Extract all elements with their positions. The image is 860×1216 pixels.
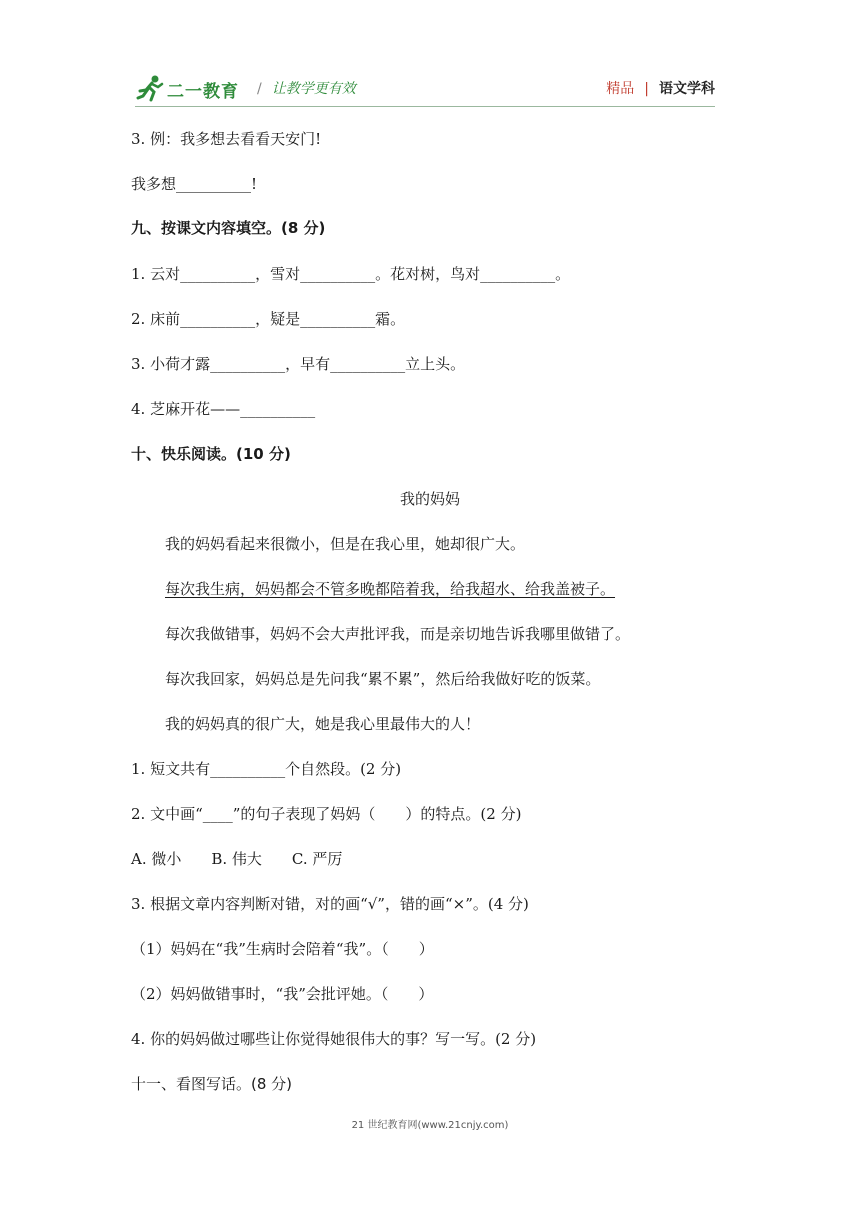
passage-paragraph-1: 我的妈妈看起来很微小，但是在我心里，她却很广大。	[165, 535, 526, 553]
reading-question-2: 2. 文中画“____”的句子表现了妈妈（ ）的特点。(2 分)	[131, 805, 522, 823]
reading-question-3-item-2: （2）妈妈做错事时，“我”会批评她。（ ）	[131, 985, 434, 1003]
reading-question-1: 1. 短文共有__________个自然段。(2 分)	[131, 760, 402, 778]
reading-question-4: 4. 你的妈妈做过哪些让你觉得她很伟大的事？写一写。(2 分)	[131, 1030, 537, 1048]
section-9-question-4: 4. 芝麻开花——__________	[131, 400, 316, 418]
header-slogan	[257, 78, 356, 98]
page-footer: 21 世纪教育网(www.21cnjy.com)	[351, 1120, 509, 1131]
header-separator: |	[644, 81, 649, 97]
reading-question-3-item-1: （1）妈妈在“我”生病时会陪着“我”。（ ）	[131, 940, 434, 958]
page-header	[135, 72, 715, 106]
section-10-title: 十、快乐阅读。(10 分)	[131, 445, 291, 463]
logo-text: 二一教育	[167, 81, 239, 102]
section-11-title: 十一、看图写话。(8 分)	[131, 1075, 293, 1093]
slogan-text: 让教学更有效	[271, 81, 356, 97]
section-9-question-2: 2. 床前__________，疑是__________霜。	[131, 310, 406, 328]
section-9-question-3: 3. 小荷才露__________，早有__________立上头。	[131, 355, 466, 373]
section-9-question-1: 1. 云对__________，雪对__________。花对树，鸟对__________。	[131, 265, 571, 283]
quality-label: 精品	[606, 81, 635, 97]
brand-logo	[135, 74, 239, 104]
passage-paragraph-5: 我的妈妈真的很广大，她是我心里最伟大的人！	[165, 715, 481, 733]
running-man-icon	[135, 74, 165, 104]
passage-paragraph-4: 每次我回家，妈妈总是先问我“累不累”，然后给我做好吃的饭菜。	[165, 670, 601, 688]
passage-paragraph-2-underlined: 每次我生病，妈妈都会不管多晚都陪着我，给我超水、给我盖被子。	[165, 580, 616, 598]
q8-3-example: 3. 例：我多想去看看天安门!	[131, 130, 322, 148]
header-divider	[135, 106, 715, 107]
passage-title: 我的妈妈	[399, 490, 460, 508]
section-9-title: 九、按课文内容填空。(8 分)	[131, 219, 326, 237]
subject-label: 语文学科	[659, 81, 715, 97]
passage-paragraph-3: 每次我做错事，妈妈不会大声批评我，而是亲切地告诉我哪里做错了。	[165, 625, 631, 643]
reading-question-3: 3. 根据文章内容判断对错，对的画“√”，错的画“×”。(4 分)	[131, 895, 529, 913]
reading-question-2-options: A. 微小 B. 伟大 C. 严厉	[131, 850, 343, 868]
q8-3-fill: 我多想__________!	[131, 175, 258, 193]
header-subject	[606, 78, 715, 98]
slogan-slash: /	[257, 81, 262, 97]
